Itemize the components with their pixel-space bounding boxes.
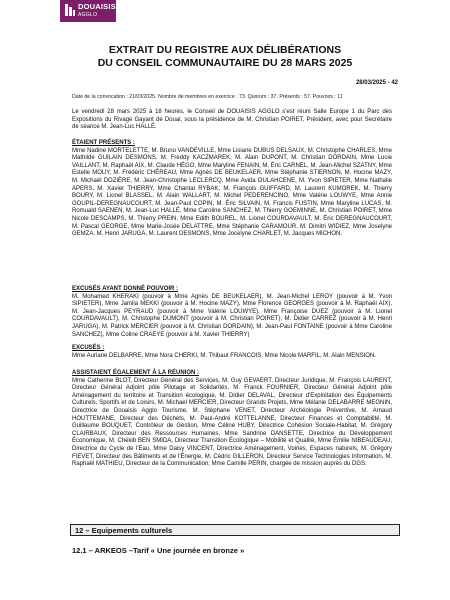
excused-proxy-heading: EXCUSÉS AYANT DONNÉ POUVOIR : [72, 286, 179, 292]
excused-list: Mme Auriane DELBARRE, Mme Nora CHERKI, M. Thibaut FRANCOIS, Mme Nicole MARFIL, M. Alain MENSION. [72, 352, 376, 359]
document-title-line2: DU CONSEIL COMMUNAUTAIRE DU 28 MARS 2025 [97, 57, 353, 69]
attendees-list: Mme Catherine BLOT, Directeur Général des Services, M. Guy GEVAERT, Directeur Juridique, M. François LAURENT, Directeur Général Adjoint pôle Pilotage et Solidarités, M. Franck FOURNIER, Directeur Général Adjoint pôle Aménagement du territoire et Transition écologique, M. Didier DELAVAL, Directeur d'Exploitation des Équipements Culturels, Sportifs et de Loisirs, M. Michael MERCIER, Directeur Grands Projets, Mme Mélanie DELABARRE MEGNIN, Directrice de Douaisis Agglo Tourisme, M. Stéphane VENET, Directeur Archéologie Préventive, M. Arnaud HOUTTEMANE, Directeur des Déchets, M. Paul-André KOTTELANNE, Directeur Finances et Comptabilité, M. Guillaume BOUQUET, Contrôleur de Gestion, Mme Céline HUBY, Directrice Cohésion Sociale-Habitat, M. Grégory CLAIRBAUX, Directeur des Ressources Humaines, Mme Sandrine DANSETTE, Directrice du Développement Économique, M. Chékib BEN SMIDA, Directeur Transition Écologique – Mobilité et Qualité, Mme Émilie NIBEAUDEAU, Directrice du Cycle de l'Eau, Mme Daisy VINCENT, Directrice Aménagement, Voiries, Espaces naturels, M. Grégory FIEVET, Directeur des Bâtiments et de l'Énergie, M. Cédric GILLERON, Directeur Service Technologies Information, M. Raphaël MATHIEU, Directeur de la Communication, Mme Camille PERIN, chargée de mission auprès du DGS. [72, 377, 392, 468]
attendees-section [72, 370, 392, 469]
convocation-meta: Date de la convocation : 21/03/2025. Nombre de membres en exercice : 73. Quorum : 37. Présents : 57. Pouvoirs : 11 [72, 94, 343, 100]
document-title-line1: EXTRAIT DU REGISTRE AUX DÉLIBÉRATIONS [108, 44, 342, 56]
douaisis-agglo-logo [60, 0, 116, 22]
agenda-section-band: 12 – Equipements culturels [70, 524, 400, 536]
agenda-item-title: 12.1 – ARKEOS –Tarif « Une journée en bronze » [72, 546, 245, 555]
intro-paragraph: Le vendredi 28 mars 2025 à 18 heures, le Conseil de DOUAISIS AGGLO s'est réuni Salle Europe 1 du Parc des Expositions du Rivage Gayant de Douai, sous la présidence de M. Christian POIRET, Président, avec pour Secrétaire de séance M. Jean-Luc HALLÉ. [72, 109, 392, 131]
deliberation-reference: 28/03/2025 - 42 [355, 80, 398, 86]
excused-heading: EXCUSÉS : [72, 345, 105, 351]
excused-proxy-list: M. Mohamed KHERAKI (pouvoir à Mme Agnès DE BEUKELAER), M. Jean-Michel LEROY (pouvoir à M. Yvon SIPIETER), Mme Jamila MEKKI (pouvoir à M. Hocine MAZY), Mme Florence GEORGES (pouvoir à M. Raphaël AIX), M. Jean-Jacques PEYRAUD (pouvoir à Mme Valérie LOUWYE), Mme Françoise DUEZ (pouvoir à M. Lionel COURDAVAULT), M. Christophe DUMONT (pouvoir à M. Christian POIRET), M. Didier CARREZ (pouvoir à M. Henri JARUGA), M. Patrick MERCIER (pouvoir à M. Christian DORDAIN), M. Jean-Paul FONTAINE (pouvoir à Mme Caroline SANCHEZ), Mme Coline CRAEYE (pouvoir à M. Xavier THIERRY) [72, 293, 392, 338]
presents-list: Mme Nadine MORTELETTE, M. Bruno VANDEVILLE, Mme Lisiane DUBUS DELSAUX, M. Christophe CHARLES, Mme Mathilde GUILAIN DESMONS, M. Freddy KACZMAREK, M. Alain DUPONT, M. Christian DORDAIN, Mme Lucie VAILLANT, M. Raphaël AIX, M. Claude HÉGO, Mme Maryline FENAIN, M. Éric CARNEL, M. Jean-Michel SZATNY, Mme Estelle MOUY, M. Frédéric CHÉREAU, Mme Agnès DE BEUKELAER, Mme Stéphanie STIERNON, M. Hocine MAZY, M. Michaël DOZIÈRE, M. Jean-Christophe LECLERCQ, Mme Avida OULAHCENE, M. Yvon SIPIETER, Mme Nathalie APERS, M. Xavier THIERRY, Mme Chantal RYBAK, M. François GUIFFARD, M. Laurent KUMOREK, M. Thierry BOURY, M. Lionel BLASSEL, M. Alain WALLART, M. Michel PEDERENCINO, Mme Valérie LOUWYE, Mme Annie GOUPIL-DEREGNAUCOURT, M. Jean-Paul COPIN, M. Éric SILVAIN, M. Francis FUSTIN, Mme Maryline LUCAS, M. Romuald SAENEN, M. Jean-Luc HALLÉ, Mme Caroline SANCHEZ, M. Thierry GOEMINNE, M. Christian POIRET, Mme Nicole DESCAMPS, M. Thierry PREIN, Mme Edith BOUREL, M. Lionel COURDAVAULT, M. Éric DEREGNAUCOURT, M. Pascal GEORGE, Mme Marie-Josée DELATTRE, Mme Stéphanie CARAMOUR, M. Dimitri WIDIEZ, Mme Joselyne GEMZA, M. Henri JARUGA, M. Laurent DESMONS, Mme Jocelyne CHARLET, M. Jacques MICHON. [72, 147, 392, 238]
attendees-heading: ASSISTAIENT ÉGALEMENT À LA RÉUNION : [72, 370, 200, 376]
excused-proxy-section [72, 286, 392, 339]
logo-emblem-icon [64, 3, 76, 17]
logo-name: DOUAISIS [78, 2, 116, 11]
logo-subtitle: AGGLO [78, 12, 98, 18]
excused-section [72, 345, 392, 360]
presents-heading: ÉTAIENT PRÉSENTS : [72, 140, 135, 146]
presents-section [72, 140, 392, 239]
